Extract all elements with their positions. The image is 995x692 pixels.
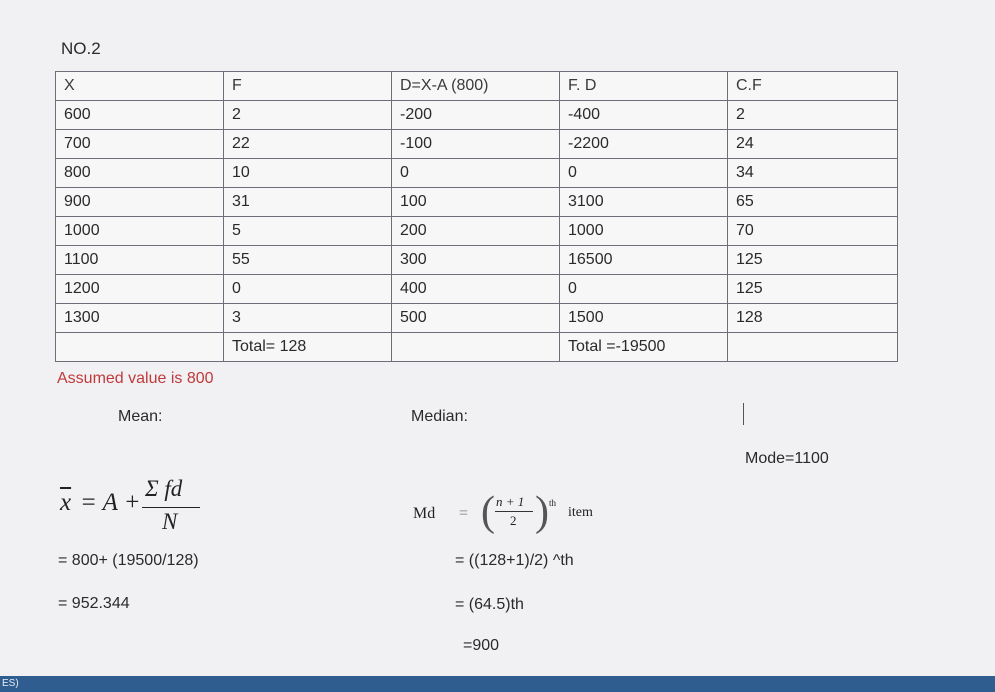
table-cell: 800 (56, 159, 224, 188)
table-cell: 2 (224, 101, 392, 130)
table-cell: -400 (560, 101, 728, 130)
table-cell: 24 (728, 130, 898, 159)
table-cell: 1100 (56, 246, 224, 275)
mean-label: Mean: (118, 408, 163, 425)
table-cell: 5 (224, 217, 392, 246)
median-formula-denominator: 2 (510, 513, 517, 528)
taskbar-label: ES) (2, 678, 19, 689)
table-row (56, 304, 898, 333)
table-cell: Total =-19500 (560, 333, 728, 362)
table-cell: 70 (728, 217, 898, 246)
mode-result: Mode=1100 (745, 450, 829, 467)
median-formula-item: item (568, 505, 593, 520)
table-header-row (56, 72, 898, 101)
table-cell: 600 (56, 101, 224, 130)
table-cell: 16500 (560, 246, 728, 275)
table-cell: 31 (224, 188, 392, 217)
median-formula-md: Md (413, 505, 436, 522)
table-cell: 1500 (560, 304, 728, 333)
table-cell: 400 (392, 275, 560, 304)
median-result: =900 (463, 637, 500, 654)
table-cell: 128 (728, 304, 898, 333)
table-total-row (56, 333, 898, 362)
table-row (56, 246, 898, 275)
table-cell: Total= 128 (224, 333, 392, 362)
mean-formula (60, 476, 220, 538)
table-cell: 2 (728, 101, 898, 130)
table-cell (392, 333, 560, 362)
mean-formula-denominator: N (162, 509, 178, 534)
table-cell: 3 (224, 304, 392, 333)
table-cell: C.F (728, 72, 898, 101)
table-cell: -200 (392, 101, 560, 130)
table-cell: 1300 (56, 304, 224, 333)
median-formula-superscript: th (549, 498, 557, 508)
mean-formula-fraction-bar (142, 507, 200, 508)
table-cell: X (56, 72, 224, 101)
mean-formula-numerator: Σ fd (145, 476, 183, 501)
median-formula-eq: = (459, 505, 469, 522)
taskbar (0, 676, 995, 692)
frequency-table (55, 71, 898, 362)
table-cell: 100 (392, 188, 560, 217)
table-cell: 1000 (56, 217, 224, 246)
mean-formula-eq: = A + (80, 489, 141, 516)
median-formula-numerator: n + 1 (496, 494, 525, 509)
table-cell: D=X-A (800) (392, 72, 560, 101)
table-cell: -2200 (560, 130, 728, 159)
table-cell: 3100 (560, 188, 728, 217)
mean-step-1: = 800+ (19500/128) (58, 552, 199, 569)
table-cell: 34 (728, 159, 898, 188)
median-label: Median: (411, 408, 468, 425)
table-cell: 55 (224, 246, 392, 275)
table-row (56, 188, 898, 217)
table-cell: 65 (728, 188, 898, 217)
table-cell: 200 (392, 217, 560, 246)
table-cell: 1200 (56, 275, 224, 304)
median-step-1: = ((128+1)/2) ^th (455, 552, 574, 569)
text-cursor (743, 403, 744, 425)
table-cell (56, 333, 224, 362)
table-row (56, 159, 898, 188)
table-cell: 300 (392, 246, 560, 275)
table-cell: 125 (728, 275, 898, 304)
table-cell: 22 (224, 130, 392, 159)
median-formula (413, 490, 613, 540)
table-cell: 700 (56, 130, 224, 159)
table-cell: 0 (392, 159, 560, 188)
table-cell: 0 (560, 159, 728, 188)
table-cell: F (224, 72, 392, 101)
table-cell (728, 333, 898, 362)
table-cell: 0 (560, 275, 728, 304)
table-cell: -100 (392, 130, 560, 159)
table-cell: 10 (224, 159, 392, 188)
mean-formula-x: $\overline{x}$ (60, 489, 72, 516)
table-cell: 900 (56, 188, 224, 217)
median-step-2: = (64.5)th (455, 596, 524, 613)
table-cell: 1000 (560, 217, 728, 246)
mean-result: = 952.344 (58, 595, 130, 612)
table-row (56, 275, 898, 304)
question-heading: NO.2 (61, 39, 101, 58)
assumed-value-note: Assumed value is 800 (57, 370, 214, 387)
table-row (56, 130, 898, 159)
table-row (56, 101, 898, 130)
median-formula-fraction-bar (495, 511, 533, 512)
table-cell: 125 (728, 246, 898, 275)
median-formula-close-paren: ) (535, 489, 549, 535)
table-cell: 0 (224, 275, 392, 304)
median-formula-open-paren: ( (481, 489, 495, 535)
table-cell: F. D (560, 72, 728, 101)
table-cell: 500 (392, 304, 560, 333)
table-row (56, 217, 898, 246)
